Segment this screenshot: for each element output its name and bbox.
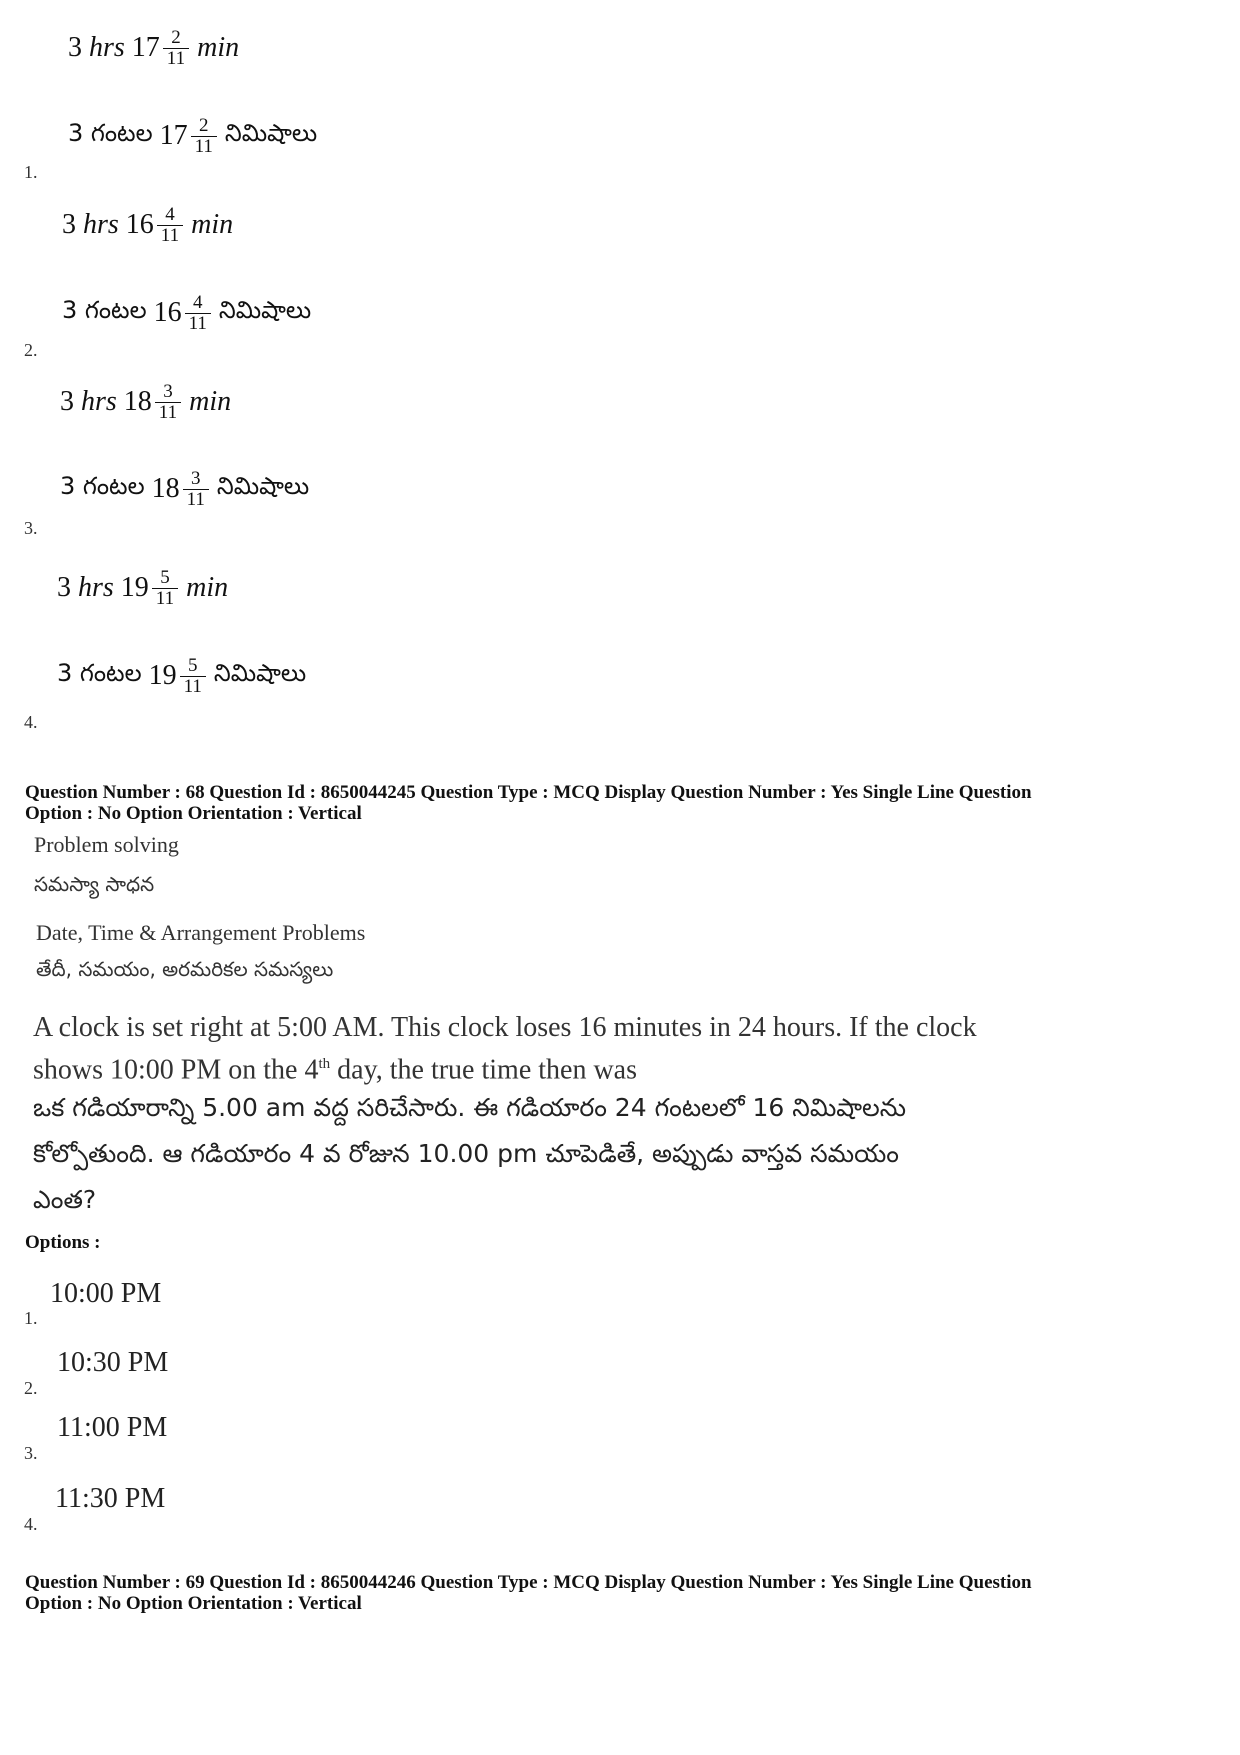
fraction-denominator: 11 [183, 489, 209, 510]
options-label: Options : [25, 1232, 101, 1253]
option-number: 4. [24, 712, 38, 732]
option-text: 11:30 PM [55, 1483, 166, 1514]
whole-minutes: 19 [120, 572, 149, 604]
subject-telugu: సమస్యా సాధన [34, 872, 155, 896]
telugu-hours: 3 గంటల [68, 119, 153, 148]
option-text: 10:30 PM [57, 1347, 169, 1378]
telugu-minutes-unit: నిమిషాలు [224, 119, 318, 148]
telugu-minutes-unit: నిమిషాలు [218, 296, 312, 325]
fraction [157, 205, 183, 246]
hours-unit: hrs [81, 386, 117, 418]
hours-unit: hrs [89, 32, 125, 64]
subject-english: Problem solving [34, 832, 179, 857]
meta-line-2: Option : No Option Orientation : Vertical [25, 803, 362, 824]
fraction [163, 28, 189, 69]
minutes-unit: min [189, 386, 232, 418]
fraction [155, 382, 181, 423]
fraction-numerator: 2 [199, 115, 209, 136]
question-68-meta [25, 782, 1215, 824]
option-number: 1. [24, 162, 38, 182]
question-stem-telugu [33, 1085, 1183, 1223]
meta-line-1: Question Number : 68 Question Id : 8650044245 Question Type : MCQ Display Question Number : Yes Single Line Question [25, 782, 1032, 803]
whole-minutes: 16 [125, 209, 154, 241]
option-number: 3. [24, 518, 38, 538]
fraction-denominator: 11 [155, 402, 181, 423]
hours-unit: hrs [83, 209, 119, 241]
hours-unit: hrs [78, 572, 114, 604]
stem-line-1: A clock is set right at 5:00 AM. This clock loses 16 minutes in 24 hours. If the clock [33, 1012, 977, 1043]
fraction-denominator: 11 [180, 676, 206, 697]
prev-option-4-telugu [57, 656, 306, 697]
fraction-numerator: 5 [160, 567, 170, 588]
hours-value: 3 [62, 209, 76, 241]
fraction-denominator: 11 [185, 313, 211, 334]
minutes-unit: min [191, 209, 234, 241]
whole-minutes: 19 [148, 660, 177, 692]
whole-minutes: 18 [123, 386, 152, 418]
meta-line-2: Option : No Option Orientation : Vertical [25, 1593, 362, 1614]
telugu-hours: 3 గంటల [57, 659, 142, 688]
whole-minutes: 17 [159, 120, 188, 152]
fraction [183, 469, 209, 510]
fraction [152, 568, 178, 609]
prev-option-4-english [57, 568, 228, 609]
topic-telugu: తేదీ, సమయం, అరమరికల సమస్యలు [36, 957, 334, 981]
stem-telugu-line-1: ఒక గడియారాన్ని 5.00 am వద్ద సరిచేసారు. ఈ గడియారం 24 గంటలలో 16 నిమిషాలను [33, 1093, 906, 1122]
prev-option-2-english [62, 205, 233, 246]
option-number: 4. [24, 1514, 38, 1534]
option-number: 2. [24, 340, 38, 360]
telugu-minutes-unit: నిమిషాలు [216, 472, 310, 501]
fraction [185, 293, 211, 334]
option-text: 10:00 PM [50, 1278, 162, 1309]
prev-option-1-english [68, 28, 239, 69]
prev-option-3-telugu [60, 469, 309, 510]
hours-value: 3 [68, 32, 82, 64]
fraction [180, 656, 206, 697]
minutes-unit: min [197, 32, 240, 64]
fraction-numerator: 5 [188, 655, 198, 676]
fraction-numerator: 4 [193, 292, 203, 313]
whole-minutes: 17 [131, 32, 160, 64]
option-number: 1. [24, 1308, 38, 1328]
hours-value: 3 [60, 386, 74, 418]
fraction-denominator: 11 [191, 136, 217, 157]
whole-minutes: 18 [151, 473, 180, 505]
hours-value: 3 [57, 572, 71, 604]
stem-telugu-line-2: కోల్పోతుంది. ఆ గడియారం 4 వ రోజున 10.00 pm చూపెడితే, అప్పుడు వాస్తవ సమయం [33, 1139, 899, 1168]
option-text: 11:00 PM [57, 1412, 168, 1443]
stem-telugu-line-3: ఎంత? [33, 1185, 97, 1214]
fraction-denominator: 11 [152, 588, 178, 609]
minutes-unit: min [186, 572, 229, 604]
question-stem-english [33, 1010, 1173, 1088]
prev-option-3-english [60, 382, 231, 423]
telugu-hours: 3 గంటల [60, 472, 145, 501]
option-number: 3. [24, 1443, 38, 1463]
meta-line-1: Question Number : 69 Question Id : 8650044246 Question Type : MCQ Display Question Number : Yes Single Line Question [25, 1572, 1032, 1593]
fraction [191, 116, 217, 157]
fraction-numerator: 2 [171, 27, 181, 48]
telugu-hours: 3 గంటల [62, 296, 147, 325]
fraction-numerator: 4 [165, 204, 175, 225]
stem-line-2-end: day, the true time then was [330, 1054, 638, 1086]
topic-english: Date, Time & Arrangement Problems [36, 920, 366, 945]
fraction-numerator: 3 [163, 381, 173, 402]
ordinal-suffix: th [318, 1056, 331, 1072]
fraction-numerator: 3 [191, 468, 201, 489]
prev-option-1-telugu [68, 116, 317, 157]
prev-option-2-telugu [62, 293, 311, 334]
stem-line-2-start: shows 10:00 PM on the 4 [33, 1054, 319, 1086]
question-69-meta [25, 1572, 1215, 1614]
option-number: 2. [24, 1378, 38, 1398]
fraction-denominator: 11 [163, 48, 189, 69]
fraction-denominator: 11 [157, 225, 183, 246]
telugu-minutes-unit: నిమిషాలు [213, 659, 307, 688]
stem-line-2 [33, 1046, 1173, 1088]
whole-minutes: 16 [153, 297, 182, 329]
